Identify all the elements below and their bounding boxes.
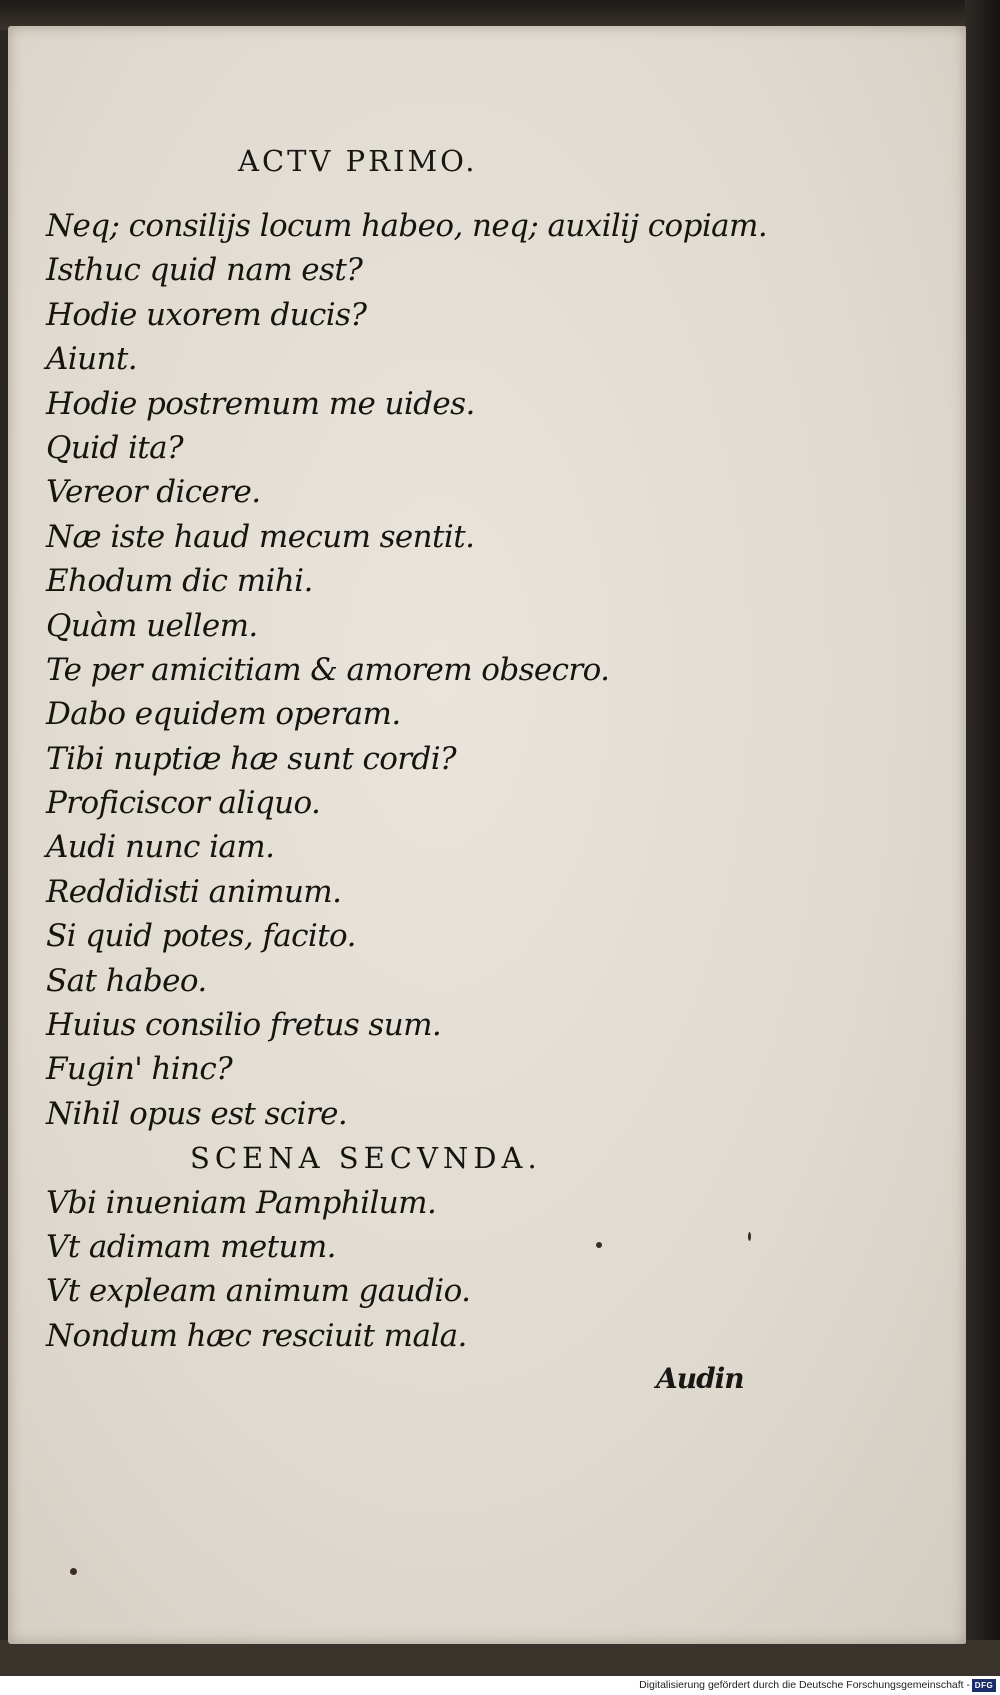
dialogue-line: Næ iste haud mecum sentit. <box>46 518 475 555</box>
binding-right-edge <box>965 0 1000 1695</box>
dialogue-line: Dabo equidem operam. <box>46 696 401 733</box>
dialogue-line: Te per amicitiam & amorem obsecro. <box>46 651 610 688</box>
dialogue-line: Quàm uellem. <box>46 607 258 644</box>
dialogue-line: Vereor dicere. <box>46 474 261 511</box>
catchword: Audin <box>656 1362 744 1395</box>
dialogue-line: Neq; consilijs locum habeo, neq; auxilij copiam. <box>46 208 768 244</box>
dialogue-line: Vbi inueniam Pamphilum. <box>46 1184 437 1221</box>
dialogue-line: Vt expleam animum gaudio. <box>46 1273 471 1310</box>
dialogue-line: Ehodum dic mihi. <box>46 563 313 600</box>
dialogue-lines-scene <box>46 1181 806 1359</box>
scene-heading: SCENA SECVNDA. <box>190 1141 542 1176</box>
dialogue-line: Isthuc quid nam est? <box>46 252 363 289</box>
dialogue-line: Tibi nuptiæ hæ sunt cordi? <box>46 740 457 777</box>
dialogue-lines-act <box>46 204 806 1136</box>
dialogue-line: Hodie postremum me uides. <box>46 385 475 422</box>
dialogue-line: Aiunt. <box>46 341 137 378</box>
dialogue-line: Quid ita? <box>46 429 184 466</box>
dialogue-line: Huius consilio fretus sum. <box>46 1007 442 1044</box>
dialogue-line: Si quid potes, facito. <box>46 918 356 955</box>
running-head: ACTV PRIMO. <box>238 144 478 178</box>
dialogue-text <box>46 204 806 1358</box>
dialogue-line: Nondum hæc resciuit mala. <box>46 1317 467 1354</box>
ink-speck <box>748 1232 751 1241</box>
binding-bottom-edge <box>0 1640 1000 1676</box>
dialogue-line: Reddidisti animum. <box>46 873 342 910</box>
dialogue-line: Vt adimam metum. <box>46 1228 336 1265</box>
dialogue-line: Audi nunc iam. <box>46 829 275 866</box>
dialogue-line: Hodie uxorem ducis? <box>46 296 367 333</box>
dialogue-line: Sat habeo. <box>46 962 207 999</box>
dfg-logo-icon: DFG <box>972 1679 996 1692</box>
ink-speck <box>596 1242 602 1248</box>
dialogue-line: Fugin' hinc? <box>46 1051 233 1088</box>
book-page <box>8 26 966 1644</box>
dialogue-line: Proficiscor aliquo. <box>46 785 321 822</box>
dialogue-line: Nihil opus est scire. <box>46 1095 348 1132</box>
ink-speck <box>70 1568 77 1575</box>
footer-credit: Digitalisierung gefördert durch die Deutsche Forschungsgemeinschaft - <box>639 1679 970 1691</box>
